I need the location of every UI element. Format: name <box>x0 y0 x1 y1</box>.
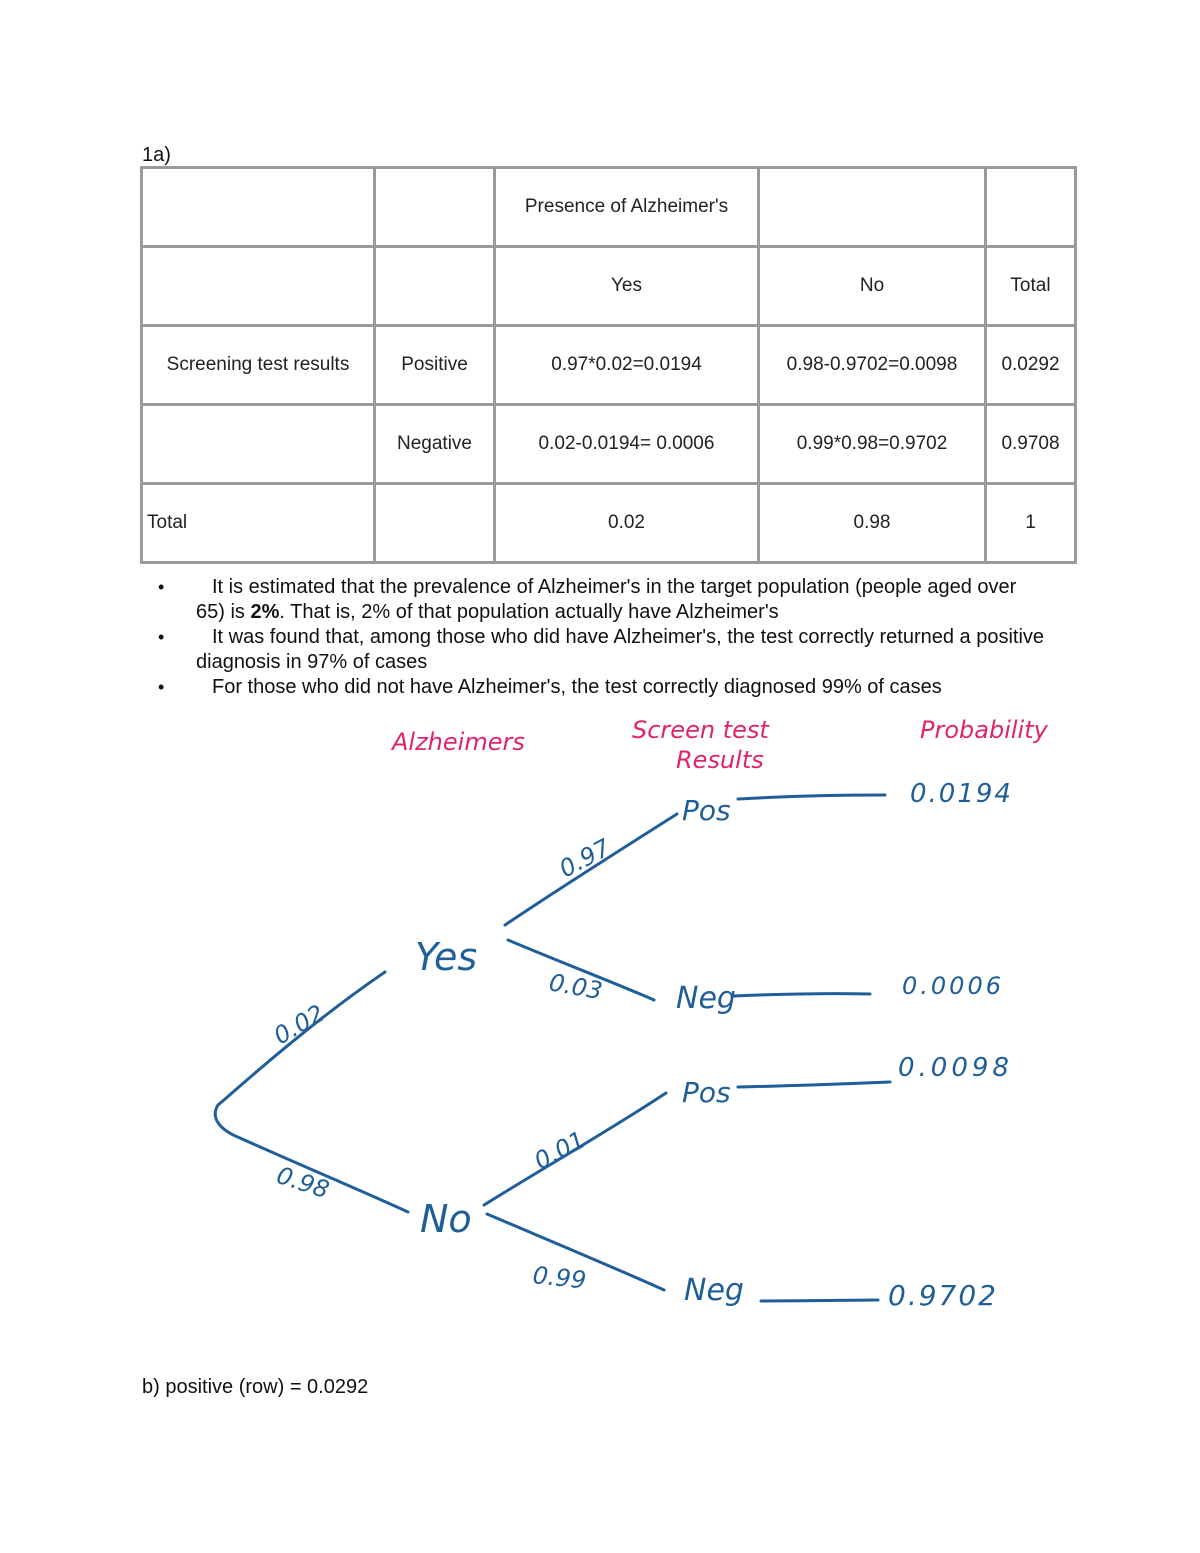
result-yes-pos: 0.0194 <box>910 779 1013 809</box>
result-yes-neg: 0.0006 <box>902 972 1004 1000</box>
bullet-text-part: . That is, 2% of that population actually have Alzheimer's <box>279 601 779 623</box>
list-item <box>150 625 1050 675</box>
line-no-pos-result <box>738 1082 890 1087</box>
table-cell: 0.02-0.0194= 0.0006 <box>495 405 759 484</box>
table-cell: Total <box>142 484 375 563</box>
bullet-marker: • <box>158 627 165 647</box>
probability-tree-diagram <box>0 700 1200 1340</box>
bullet-text <box>196 575 1050 625</box>
table-cell <box>375 168 495 247</box>
table-cell: 0.99*0.98=0.9702 <box>759 405 986 484</box>
node-pos: Pos <box>682 794 731 827</box>
bullet-list <box>150 575 1050 700</box>
list-item <box>150 675 1050 700</box>
table-cell <box>142 405 375 484</box>
table-cell: 0.9708 <box>986 405 1076 484</box>
node-neg: Neg <box>684 1273 744 1308</box>
table-cell: 0.02 <box>495 484 759 563</box>
table-cell: Screening test results <box>142 326 375 405</box>
table-cell: No <box>759 247 986 326</box>
branch-label-p-no: 0.98 <box>273 1161 333 1205</box>
line-no-neg-result <box>761 1300 878 1301</box>
header-results: Results <box>676 746 764 774</box>
table-cell: Positive <box>375 326 495 405</box>
bullet-marker: • <box>158 577 165 597</box>
table-cell: Negative <box>375 405 495 484</box>
table-cell <box>142 247 375 326</box>
table-row <box>142 326 1076 405</box>
table-row <box>142 405 1076 484</box>
table-cell <box>142 168 375 247</box>
header-screen-test: Screen test <box>632 716 769 744</box>
bullet-text: For those who did not have Alzheimer's, the test correctly diagnosed 99% of cases <box>212 676 942 698</box>
branch-label-yes-pos: 0.97 <box>554 833 615 884</box>
table-cell <box>375 484 495 563</box>
table-cell: Presence of Alzheimer's <box>495 168 759 247</box>
table-cell: Total <box>986 247 1076 326</box>
bullet-text: It was found that, among those who did have Alzheimer's, the test correctly returned a positive diagnosis in 97% of cases <box>196 626 1045 673</box>
header-probability: Probability <box>920 716 1048 744</box>
table-cell <box>375 247 495 326</box>
branch-label-no-neg: 0.99 <box>531 1261 588 1295</box>
table-row <box>142 247 1076 326</box>
node-pos: Pos <box>682 1076 731 1109</box>
branch-label-yes-neg: 0.03 <box>546 968 605 1006</box>
result-no-pos: 0.0098 <box>898 1053 1013 1083</box>
table-cell: Yes <box>495 247 759 326</box>
table-cell: 0.98-0.9702=0.0098 <box>759 326 986 405</box>
line-yes-pos-result <box>738 795 885 799</box>
bullet-bold-text: 2% <box>250 601 280 623</box>
part-b-answer: b) positive (row) = 0.0292 <box>142 1376 369 1398</box>
table-cell: 0.0292 <box>986 326 1076 405</box>
table-cell: 1 <box>986 484 1076 563</box>
table-cell <box>759 168 986 247</box>
bullet-marker: • <box>158 677 165 697</box>
branch-label-no-pos: 0.01 <box>529 1125 590 1176</box>
branch-label-p-yes: 0.02 <box>269 999 330 1051</box>
header-alzheimers: Alzheimers <box>392 728 525 756</box>
table-row <box>142 168 1076 247</box>
contingency-table <box>140 166 1077 564</box>
line-yes-neg-result <box>733 994 870 996</box>
table-cell: 0.98 <box>759 484 986 563</box>
table-cell <box>986 168 1076 247</box>
table-row <box>142 484 1076 563</box>
result-no-neg: 0.9702 <box>888 1279 998 1312</box>
list-item <box>150 575 1050 625</box>
node-yes: Yes <box>415 935 478 979</box>
table-cell: 0.97*0.02=0.0194 <box>495 326 759 405</box>
node-neg: Neg <box>676 981 736 1016</box>
question-heading: 1a) <box>142 144 171 166</box>
bullet-text-part: It is estimated that the prevalence of Alzheimer's in the target population (people aged over 65) is <box>196 576 1017 623</box>
node-no: No <box>420 1197 472 1241</box>
